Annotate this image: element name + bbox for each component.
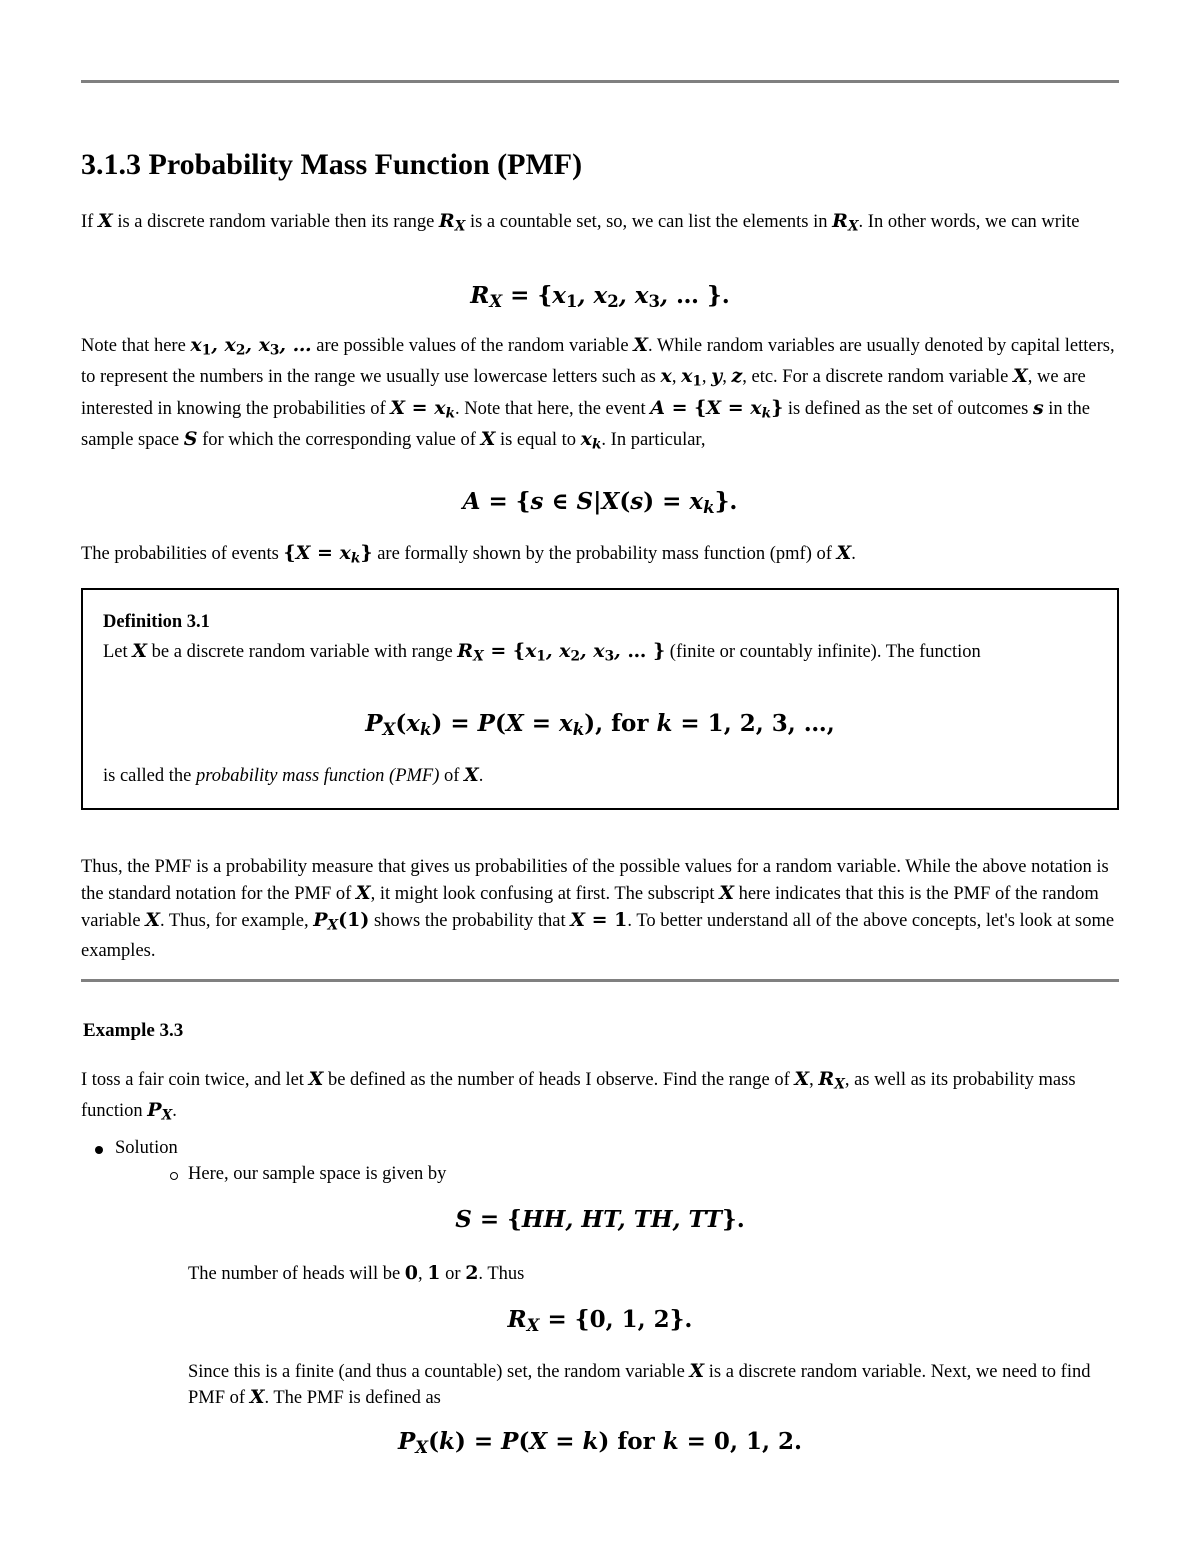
definition-conclusion: is called the probability mass function (PMF) of X. bbox=[103, 764, 484, 786]
definition-title: Definition 3.1 bbox=[103, 612, 210, 632]
event-equation: A = {s ∈ $S|X(s) = x_k$}. bbox=[462, 488, 738, 518]
sample-space-equation: S = {HH, HT, TH, TT}. bbox=[455, 1206, 745, 1233]
section-heading: 3.1.3 Probability Mass Function (PMF) bbox=[81, 148, 583, 181]
intro-paragraph-3: The probabilities of events $\{X = x_k\}$ are formally shown by the probability mass function (pmf) of X. bbox=[81, 542, 856, 567]
sample-space-bullet: Here, our sample space is given by bbox=[188, 1164, 447, 1184]
definition-box bbox=[81, 588, 1119, 810]
pmf-definition-equation: $P_X(x_k) = P(X = x_k)$, for k = 1, 2, 3, …, bbox=[365, 710, 835, 740]
definition-text: Let X be a discrete random variable with range $R_X = \{x_1$, $x_2$, $x_3$, … } (finite or countably infinite). The function bbox=[103, 640, 981, 665]
intro-paragraph-1: If X is a discrete random variable then its range $R_X$ is a countable set, so, we can list the elements in $R_X$. In other words, we can write bbox=[81, 210, 1080, 235]
range-result-equation: $R_X = \{0$, 1, 2}. bbox=[507, 1306, 693, 1336]
solution-bullet: Solution bbox=[115, 1138, 178, 1158]
section-divider bbox=[81, 979, 1119, 982]
finite-set-text: Since this is a finite (and thus a countable) set, the random variable X is a discrete random variable. Next, we need to find PMF of X. The PMF is defined as bbox=[188, 1360, 1091, 1408]
top-rule bbox=[81, 80, 1119, 83]
pmf-example-equation: $P_X(k) = P(X = k)$ for k = 0, 1, 2. bbox=[398, 1428, 802, 1458]
intro-paragraph-2: Note that here $x_1$, $x_2$, $x_3$, … are possible values of the random variable X. While random variables are usually denoted by capital letters, to represent the numbers in the range we usually use lowercase letters such as x, $x_1$, y, z, etc. For a discrete random variable X, we are interested in knowing the probabilities of $X = x_k$. Note that here, the event $A = \{X = x_k\}$ is defined as the set of outcomes s in the sample space S for which the corresponding value of X is equal to $x_k$. In particular, bbox=[81, 334, 1115, 453]
heads-count-text: The number of heads will be 0, 1 or 2. Thus bbox=[188, 1262, 525, 1284]
pmf-explanation-paragraph: Thus, the PMF is a probability measure that gives us probabilities of the possible values for a random variable. While the above notation is the standard notation for the PMF of X, it might look confusing at first. The subscript X here indicates that this is the PMF of the random variable X. Thus, for example, $P_X(1)$ shows the probability that X = 1. To better understand all of the above concepts, let's look at some examples. bbox=[81, 857, 1115, 962]
range-equation: $R_X = \{x_1$, $x_2$, $x_3$, … }. bbox=[470, 282, 730, 312]
example-statement: I toss a fair coin twice, and let X be defined as the number of heads I observe. Find the range of X, $R_X$, as well as its probability mass function $P_X$. bbox=[81, 1068, 1076, 1124]
example-title: Example 3.3 bbox=[83, 1020, 184, 1041]
